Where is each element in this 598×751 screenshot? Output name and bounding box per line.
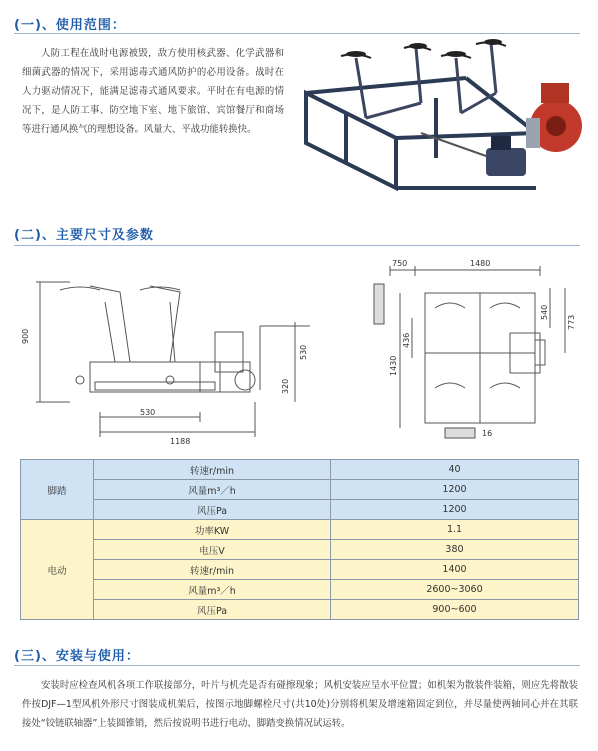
section-title-install: (三)、安装与使用：	[14, 649, 140, 664]
section-title-usage: (一)、使用范围：	[14, 18, 126, 33]
group-pedal: 脚踏	[21, 460, 94, 520]
install-text-block	[22, 676, 578, 733]
row-value: 1200	[331, 480, 579, 500]
section-title-dimensions: (二)、主要尺寸及参数	[14, 228, 154, 243]
dim-h3: 540	[540, 304, 549, 320]
side-view-drawing	[20, 262, 320, 452]
row-value: 2600~3060	[331, 580, 579, 600]
row-label: 风量m³／h	[94, 580, 331, 600]
row-value: 900~600	[331, 600, 579, 620]
dim-w2: 1480	[470, 259, 491, 268]
row-value: 40	[331, 460, 579, 480]
group-electric: 电动	[21, 520, 94, 620]
row-label: 功率KW	[94, 520, 331, 540]
row-label: 转速r/min	[94, 460, 331, 480]
row-label: 风量m³／h	[94, 480, 331, 500]
dim-h1: 1430	[389, 355, 398, 376]
dim-h4: 773	[567, 314, 576, 330]
row-label: 风压Pa	[94, 500, 331, 520]
section-divider	[14, 33, 580, 34]
section-divider	[14, 245, 580, 246]
table-row	[21, 600, 579, 620]
dim-h2: 436	[402, 332, 411, 348]
table-row	[21, 560, 579, 580]
product-photo	[286, 38, 586, 198]
dim-small: 16	[482, 429, 493, 438]
row-value: 1200	[331, 500, 579, 520]
usage-paragraph: 人防工程在战时电源被毁，敌方使用核武器、化学武器和细菌武器的情况下，采用滤毒式通风防护的必用设备。战时在人力驱动情况下，能满足滤毒式通风要求。平时在有电源的情况下，是人防工事、防空地下室、地下旅馆、宾馆餐厅和商场等进行通风换气的理想设备。风量大、平战功能转换快。	[22, 48, 284, 135]
dim-base-height: 320	[281, 378, 290, 394]
table-row	[21, 480, 579, 500]
dim-gap: 530	[140, 408, 156, 417]
row-value: 1400	[331, 560, 579, 580]
table-row	[21, 540, 579, 560]
install-paragraph: 安装时应检查风机各项工作联接部分，叶片与机壳是否有碰擦现象；风机安装应呈水平位置；如机架为散装件装箱，则应先将散装件按DJF—1型风机外形尺寸图装成机架后，按图示地脚螺栓尺寸(共10处)分别将机架及增速箱固定到位，并尽量使两轴同心并在其联接处“铰链联轴器”上装圆锥销，然后按说明书进行电动、脚踏变换情况试运转。	[22, 680, 578, 729]
table-row	[21, 520, 579, 540]
dim-fan-height: 530	[299, 344, 308, 360]
row-label: 转速r/min	[94, 560, 331, 580]
dim-w1: 750	[392, 259, 408, 268]
row-value: 1.1	[331, 520, 579, 540]
spec-table	[20, 459, 579, 620]
table-row	[21, 580, 579, 600]
section-divider	[14, 665, 580, 666]
row-value: 380	[331, 540, 579, 560]
usage-text-block	[22, 44, 284, 139]
row-label: 电压V	[94, 540, 331, 560]
table-row	[21, 460, 579, 480]
row-label: 风压Pa	[94, 600, 331, 620]
top-view-drawing	[360, 258, 585, 453]
dim-width: 1188	[170, 437, 191, 446]
dim-height: 900	[21, 328, 30, 344]
table-row	[21, 500, 579, 520]
